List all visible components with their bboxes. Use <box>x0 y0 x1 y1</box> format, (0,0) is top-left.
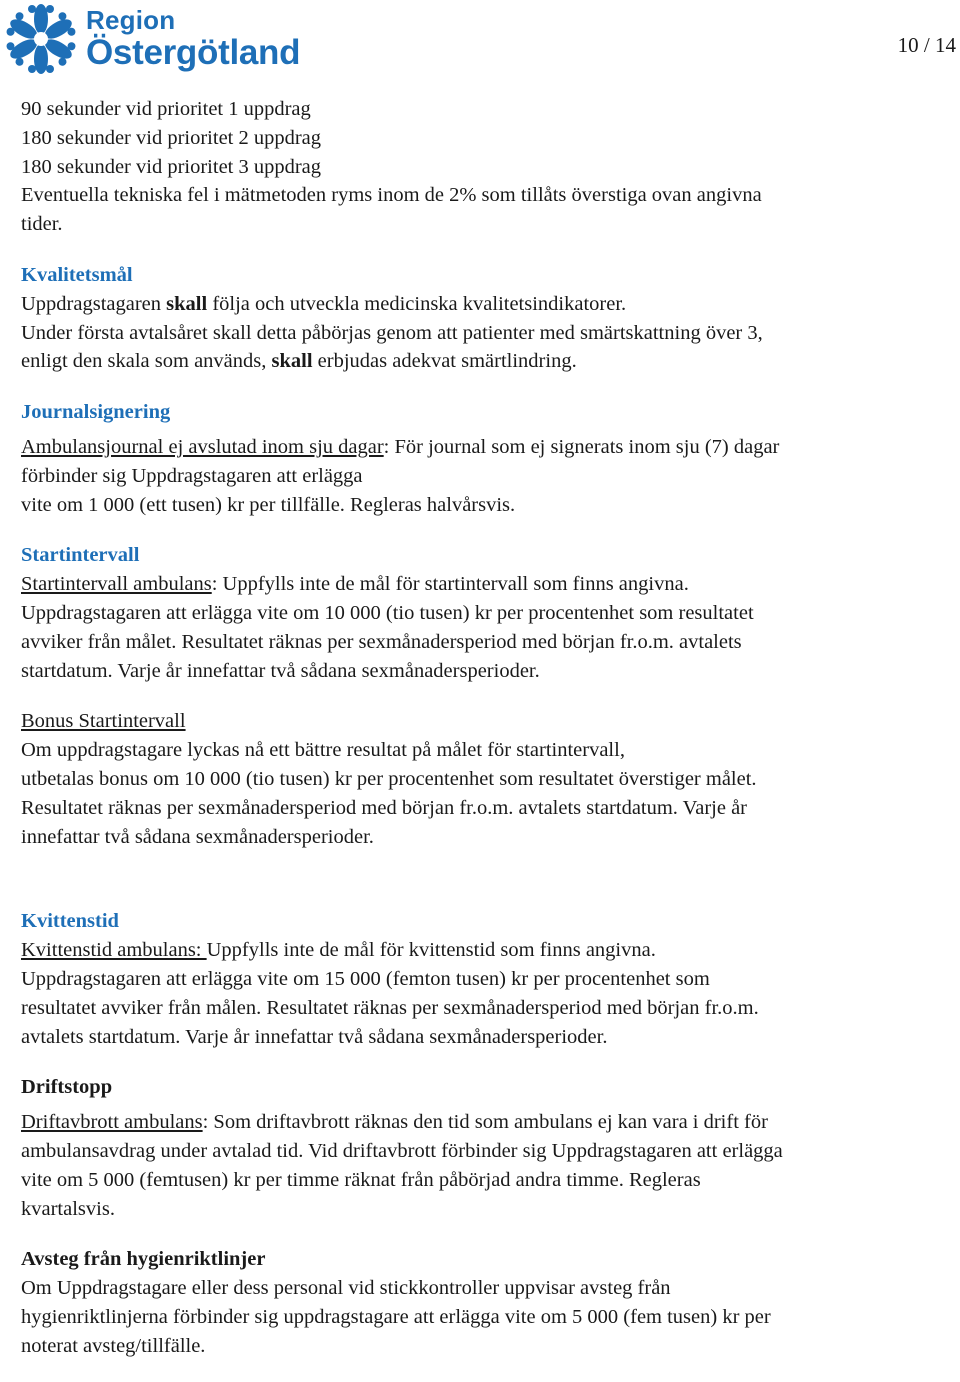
intro-line: Eventuella tekniska fel i mätmetoden ryms inom de 2% som tillåts överstiga ovan angivna <box>21 184 762 207</box>
text-span: : För journal som ej signerats inom sju (7) dagar <box>383 435 780 458</box>
paragraph-line: vite om 5 000 (femtusen) kr per timme räknat från påbörjad andra timme. Regleras <box>21 1168 701 1191</box>
intro-section <box>21 95 946 239</box>
text-span: följa och utveckla medicinska kvalitetsindikatorer. <box>207 292 627 315</box>
section-heading: Kvalitetsmål <box>21 263 133 286</box>
text-span: Uppdragstagaren <box>21 292 167 315</box>
underlined-label: Driftavbrott ambulans <box>21 1111 203 1134</box>
logo-line-ostergotland: Östergötland <box>86 33 301 72</box>
paragraph-line: Resultatet räknas per sexmånadersperiod med början fr.o.m. avtalets startdatum. Varje år <box>21 796 747 819</box>
paragraph-line: utbetalas bonus om 10 000 (tio tusen) kr per procentenhet som resultatet överstiger målet. <box>21 767 757 790</box>
paragraph-line <box>21 433 946 462</box>
underlined-label: Ambulansjournal ej avslutad inom sju dagar <box>21 435 384 458</box>
snowflake-emblem-icon <box>2 2 80 76</box>
section-heading: Bonus Startintervall <box>21 710 186 733</box>
emphasis-text: skall <box>271 350 313 373</box>
intro-line: 180 sekunder vid prioritet 3 uppdrag <box>21 155 322 178</box>
paragraph-line: Uppdragstagaren att erlägga vite om 10 000 (tio tusen) kr per procentenhet som resultatet <box>21 601 754 624</box>
paragraph-line: innefattar två sådana sexmånadersperioder. <box>21 825 374 848</box>
section-heading: Kvittenstid <box>21 910 119 933</box>
intro-line: tider. <box>21 213 63 236</box>
text-span: erbjudas adekvat smärtlindring. <box>312 350 577 373</box>
paragraph-line <box>21 570 946 599</box>
paragraph-line <box>21 347 946 376</box>
paragraph-line <box>21 1108 946 1137</box>
text-span: : Uppfylls inte de mål för startintervall som finns angivna. <box>211 573 689 596</box>
hygienriktlinjer-section <box>21 1245 946 1360</box>
paragraph-line: hygienriktlinjerna förbinder sig uppdragstagare att erlägga vite om 5 000 (fem tusen) kr per <box>21 1305 771 1328</box>
page-number: 10 / 14 <box>897 33 956 57</box>
section-heading: Driftstopp <box>21 1076 113 1099</box>
paragraph-line: Om uppdragstagare lyckas nå ett bättre resultat på målet för startintervall, <box>21 739 625 762</box>
paragraph-line: ambulansavdrag under avtalad tid. Vid driftavbrott förbinder sig Uppdragstagaren att erlägga <box>21 1139 783 1162</box>
text-span: enligt den skala som används, <box>21 350 272 373</box>
paragraph-line: avviker från målet. Resultatet räknas per sexmånadersperiod med början fr.o.m. avtalets <box>21 630 742 653</box>
document-body <box>21 95 946 1360</box>
kvittenstid-section <box>21 907 946 1051</box>
intro-line: 180 sekunder vid prioritet 2 uppdrag <box>21 126 322 149</box>
logo-wordmark <box>86 6 300 72</box>
logo-line-region: Region <box>86 5 176 35</box>
paragraph-line: vite om 1 000 (ett tusen) kr per tillfälle. Regleras halvårsvis. <box>21 493 516 516</box>
intro-line: 90 sekunder vid prioritet 1 uppdrag <box>21 98 311 120</box>
paragraph-line: resultatet avviker från målen. Resultatet räknas per sexmånadersperiod med början fr.o.m. <box>21 996 759 1019</box>
journalsignering-section <box>21 398 946 519</box>
bonus-startintervall-section <box>21 707 946 851</box>
paragraph-line: Under första avtalsåret skall detta påbörjas genom att patienter med smärtskattning över 3, <box>21 321 763 344</box>
region-ostergotland-logo <box>2 2 302 76</box>
underlined-label: Startintervall ambulans <box>21 573 212 596</box>
paragraph-line <box>21 936 946 965</box>
underlined-label: Kvittenstid ambulans: <box>21 939 207 962</box>
emphasis-text: skall <box>166 292 208 315</box>
section-heading: Startintervall <box>21 544 140 567</box>
startintervall-section <box>21 541 946 685</box>
paragraph-line: kvartalsvis. <box>21 1197 115 1220</box>
section-heading: Journalsignering <box>21 401 171 424</box>
kvalitetsmal-section <box>21 261 946 376</box>
paragraph-line: noterat avsteg/tillfälle. <box>21 1334 206 1357</box>
paragraph-line: Uppdragstagaren att erlägga vite om 15 000 (femton tusen) kr per procentenhet som <box>21 967 710 990</box>
paragraph-line: avtalets startdatum. Varje år innefattar två sådana sexmånadersperioder. <box>21 1025 608 1048</box>
text-span: Uppfylls inte de mål för kvittenstid som finns angivna. <box>206 939 656 962</box>
paragraph-line <box>21 290 946 319</box>
section-heading: Avsteg från hygienriktlinjer <box>21 1248 266 1271</box>
paragraph-line: startdatum. Varje år innefattar två sådana sexmånadersperioder. <box>21 659 540 682</box>
text-span: : Som driftavbrott räknas den tid som ambulans ej kan vara i drift för <box>202 1111 768 1134</box>
paragraph-line: Om Uppdragstagare eller dess personal vid stickkontroller uppvisar avsteg från <box>21 1277 671 1300</box>
paragraph-line: förbinder sig Uppdragstagaren att erlägga <box>21 464 363 487</box>
driftstopp-section <box>21 1073 946 1223</box>
